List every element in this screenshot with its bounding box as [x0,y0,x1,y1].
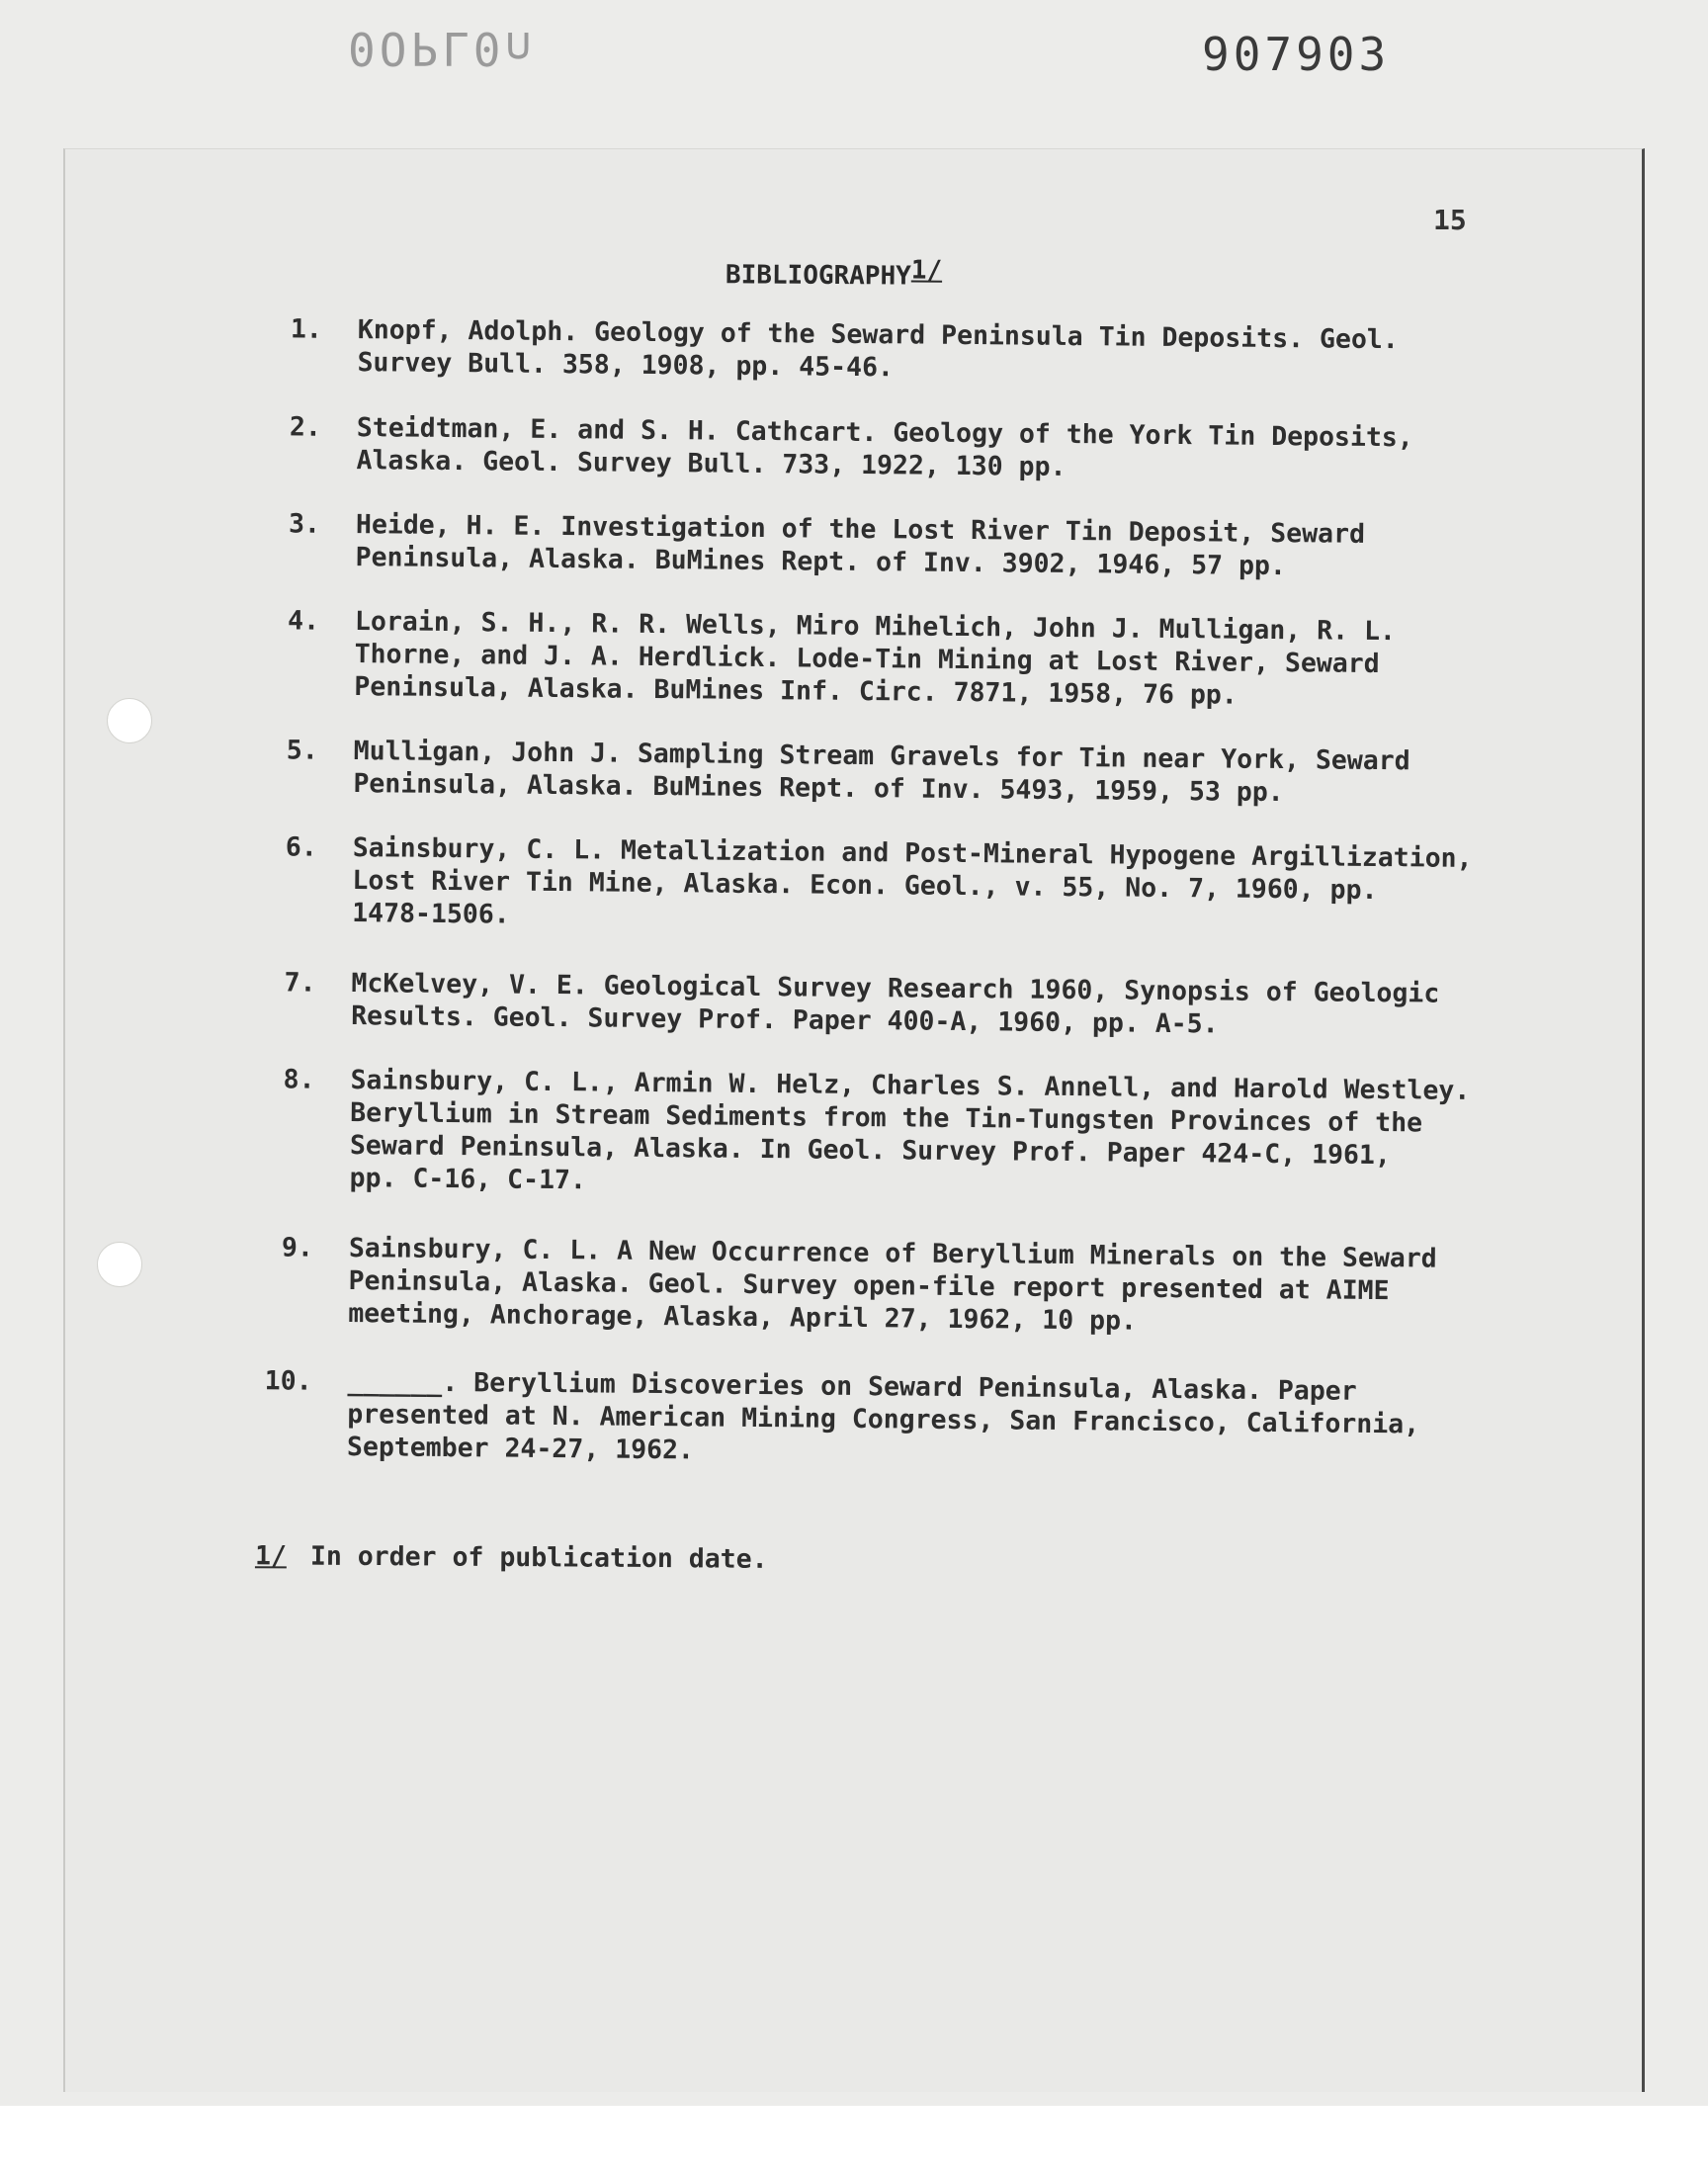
title-footnote-ref: 1/ [910,255,943,286]
entry-number: 9. [281,1232,314,1263]
entry-text: Mulligan, John J. Sampling Stream Gravels for Tin near York, Seward Peninsula, Alaska. BuMines Rept. of Inv. 5493, 1959, 53 pp. [353,736,1410,809]
bibliography-entry [241,830,1537,941]
punch-hole [107,698,152,743]
entry-number: 7. [284,967,316,999]
entry-number: 2. [289,411,322,443]
entry-text: ______. Beryllium Discoveries on Seward Peninsula, Alaska. Paper presented at N. American Mining Congress, San Francisco, California, September 24-27, 1962. [346,1366,1420,1466]
bibliography-entry [242,734,1538,812]
bibliography-entry [240,966,1536,1044]
page-title-text: BIBLIOGRAPHY [725,260,911,292]
punch-hole [97,1242,142,1287]
bibliography-entry [245,410,1541,488]
entry-text: Knopf, Adolph. Geology of the Seward Peninsula Tin Deposits. Geol. Survey Bull. 358, 1908, pp. 45-46. [357,314,1399,384]
bibliography-entry [244,507,1540,585]
entry-text: Heide, H. E. Investigation of the Lost River Tin Deposit, Seward Peninsula, Alaska. BuMines Rept. of Inv. 3902, 1946, 57 pp. [355,509,1366,582]
entry-number: 8. [283,1064,315,1095]
page-number: 15 [1433,204,1467,236]
bibliography-entry [236,1364,1532,1475]
entry-number: 6. [285,831,317,863]
entry-text: Steidtman, E. and S. H. Cathcart. Geology of the York Tin Deposits, Alaska. Geol. Survey Bull. 733, 1922, 130 pp. [356,412,1413,482]
entry-number: 5. [286,735,318,766]
bibliography-entry [246,312,1542,391]
entry-text: Sainsbury, C. L., Armin W. Helz, Charles S. Annell, and Harold Westley. Beryllium in Stream Sediments from the Tin-Tungsten Provinces of the Seward Peninsula, Alaska. In Geol. Survey Prof. Paper 424-C, 1961, pp. C-16, C-17. [349,1065,1471,1196]
page-title [726,254,942,292]
entry-text: McKelvey, V. E. Geological Survey Research 1960, Synopsis of Geologic Results. Geol. Survey Prof. Paper 400-A, 1960, pp. A-5. [351,968,1440,1040]
entry-text: Sainsbury, C. L. A New Occurrence of Beryllium Minerals on the Seward Peninsula, Alaska. Geol. Survey open-file report presented at AIME meeting, Anchorage, Alaska, April 27, 1962, 10 pp. [348,1233,1437,1337]
entry-text: Sainsbury, C. L. Metallization and Post-Mineral Hypogene Argillization, Lost River Tin Mine, Alaska. Econ. Geol., v. 55, No. 7, 1960, pp. 1478-1506. [352,832,1473,930]
archive-stamp-left: 0OPL0∩ [348,22,537,75]
bibliography-entry [237,1231,1533,1342]
bibliography-entry [238,1063,1534,1206]
footnote-mark: 1/ [254,1540,288,1572]
entry-text: Lorain, S. H., R. R. Wells, Miro Mihelich, John J. Mulligan, R. L. Thorne, and J. A. Herdlick. Lode-Tin Mining at Lost River, Seward Peninsula, Alaska. BuMines Inf. Circ. 7871, 1958, 76 pp. [354,606,1397,711]
archive-stamp-right: 907903 [1202,28,1391,81]
entry-number: 4. [287,605,320,637]
entry-number: 3. [288,508,321,540]
bibliography-list [236,312,1542,1475]
bibliography-entry [243,604,1539,715]
entry-number: 10. [264,1365,312,1397]
footnote-text: In order of publication date. [309,1540,768,1575]
footnote [255,1540,768,1575]
entry-number: 1. [290,313,322,345]
